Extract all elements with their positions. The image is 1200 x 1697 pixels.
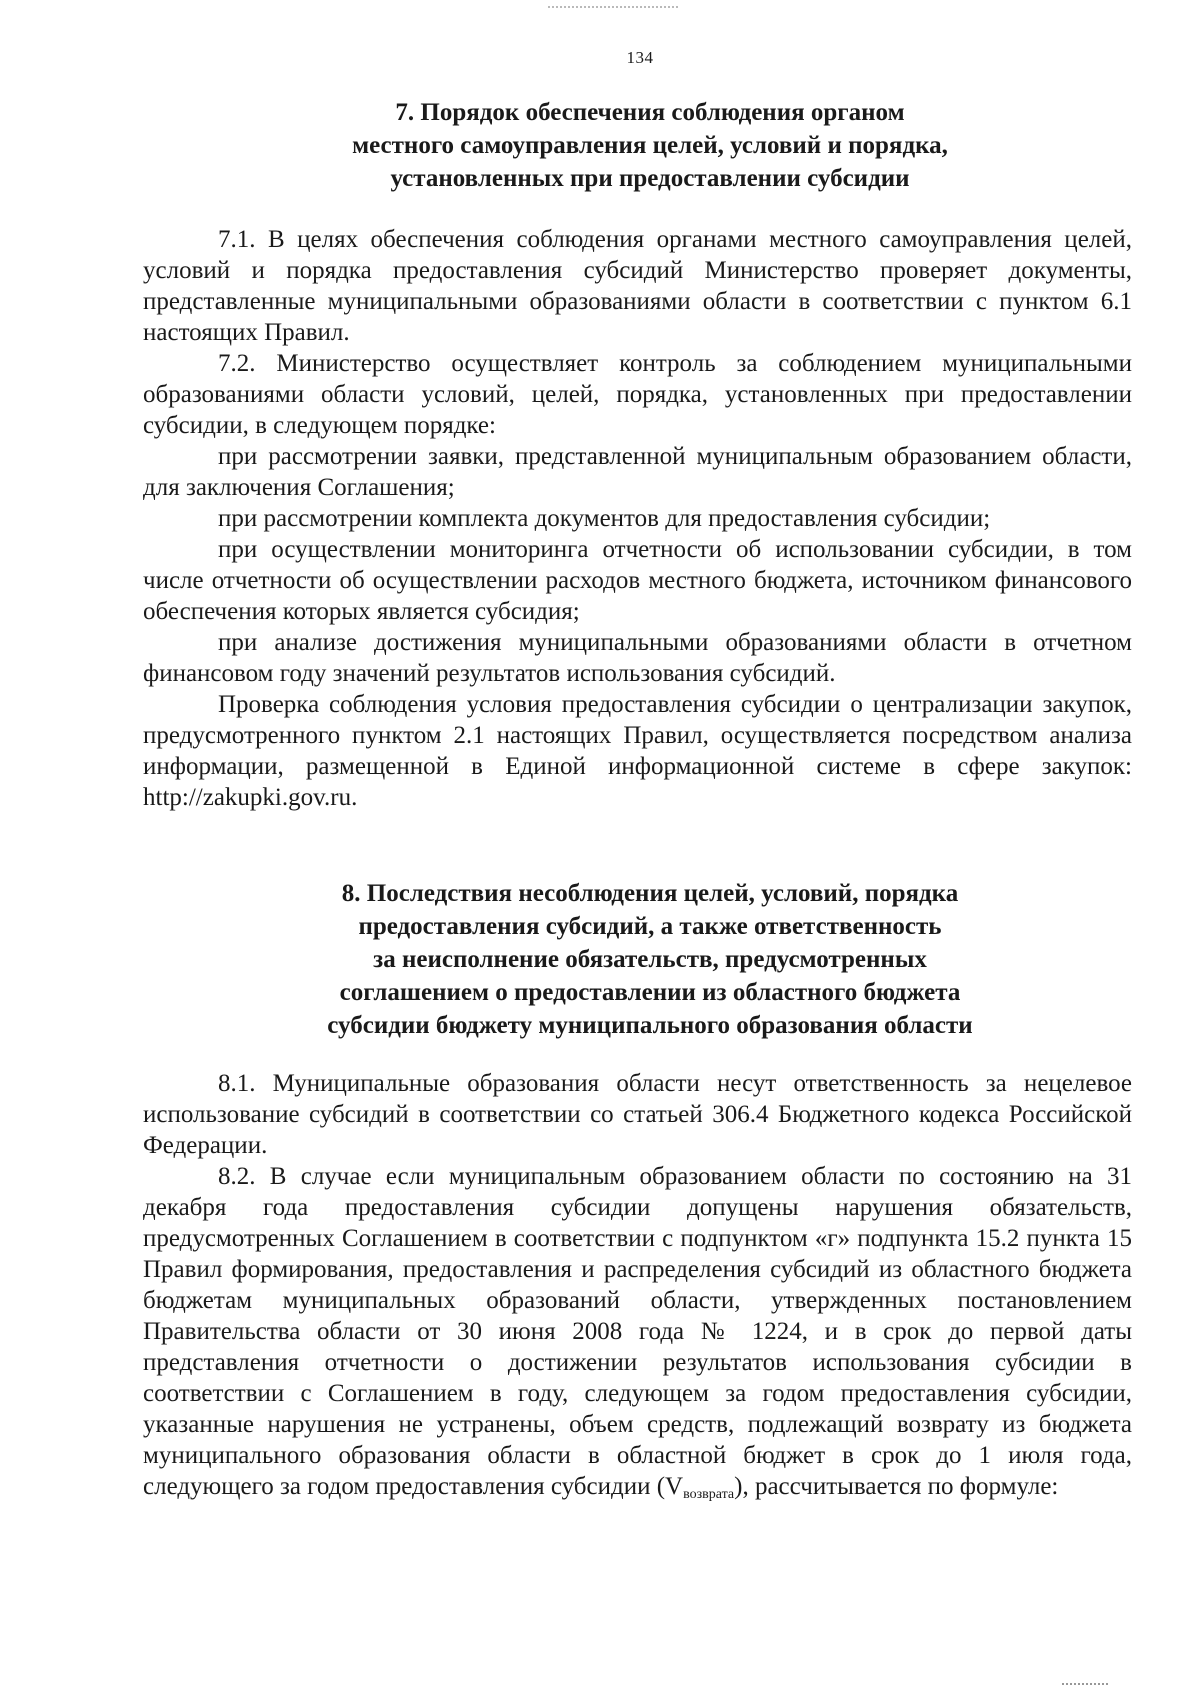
scan-artifact-top: [548, 0, 678, 8]
section-7-heading: [150, 96, 1150, 195]
scan-artifact-corner: [1062, 1683, 1108, 1693]
list-item: при анализе достижения муниципальными образованиями области в отчетном финансовом году значений результатов использования субсидий.: [143, 629, 1132, 687]
section-8-body: [143, 1068, 1132, 1510]
section-7-body: [143, 224, 1132, 813]
heading-line: 7. Порядок обеспечения соблюдения органом: [395, 99, 905, 126]
procurement-check-text: Проверка соблюдения условия предоставления субсидии о централизации закупок, предусмотренного пунктом 2.1 настоящих Правил, осуществляется посредством анализа информации, размещенной в Единой информационной системе в сфере закупок: http://zakupki.gov.ru.: [143, 691, 1132, 811]
list-item: при осуществлении мониторинга отчетности об использовании субсидии, в том числе отчетности об осуществлении расходов местного бюджета, источником финансового обеспечения которых является субсидия;: [143, 536, 1132, 625]
heading-line: 8. Последствия несоблюдения целей, условий, порядка: [341, 880, 959, 907]
heading-line: установленных при предоставлении субсидии: [390, 165, 910, 192]
paragraph-8-2-text: 8.2. В случае если муниципальным образованием области по состоянию на 31 декабря года предоставления субсидии допущены нарушения обязательств, предусмотренных Соглашением в соответствии с подпунктом «г» подпункта 15.2 пункта 15 Правил формирования, предоставления и распределения субсидий из областного бюджета бюджетам муниципальных образований области, утвержденных постановлением Правительства области от 30 июня 2008 года № 1224, и в срок до первой даты представления отчетности о достижении результатов использования субсидии в соответствии с Соглашением в году, следующем за годом предоставления субсидии, указанные нарушения не устранены, объем средств, подлежащий возврату из бюджета муниципального образования области в областной бюджет в срок до 1 июля года, следующего за годом предоставления субсидии (V: [143, 1163, 1132, 1500]
paragraph-7-1: 7.1. В целях обеспечения соблюдения органами местного самоуправления целей, условий и порядка предоставления субсидий Министерство проверяет документы, представленные муниципальными образованиями области в соответствии с пунктом 6.1 настоящих Правил.: [143, 226, 1132, 346]
paragraph-procurement-check: [143, 689, 1132, 813]
paragraph-8-2: [143, 1161, 1132, 1510]
heading-line: предоставления субсидий, а также ответственность: [358, 913, 942, 940]
paragraph-8-1: 8.1. Муниципальные образования области несут ответственность за нецелевое использование субсидий в соответствии со статьей 306.4 Бюджетного кодекса Российской Федерации.: [143, 1070, 1132, 1159]
formula-subscript: возврата: [683, 1487, 735, 1502]
heading-line: за неисполнение обязательств, предусмотренных: [373, 946, 927, 973]
paragraph-7-2: 7.2. Министерство осуществляет контроль за соблюдением муниципальными образованиями области условий, целей, порядка, установленных при предоставлении субсидии, в следующем порядке:: [143, 350, 1132, 439]
heading-line: субсидии бюджету муниципального образования области: [327, 1012, 973, 1039]
formula-suffix: ), рассчитывается по формуле:: [734, 1473, 1059, 1500]
page-number: 134: [626, 48, 654, 67]
section-8-heading: [150, 877, 1150, 1042]
list-item: при рассмотрении комплекта документов для предоставления субсидии;: [218, 505, 991, 532]
list-item: при рассмотрении заявки, представленной муниципальным образованием области, для заключения Соглашения;: [143, 443, 1132, 501]
heading-line: местного самоуправления целей, условий и порядка,: [352, 132, 948, 159]
heading-line: соглашением о предоставлении из областного бюджета: [339, 979, 961, 1006]
